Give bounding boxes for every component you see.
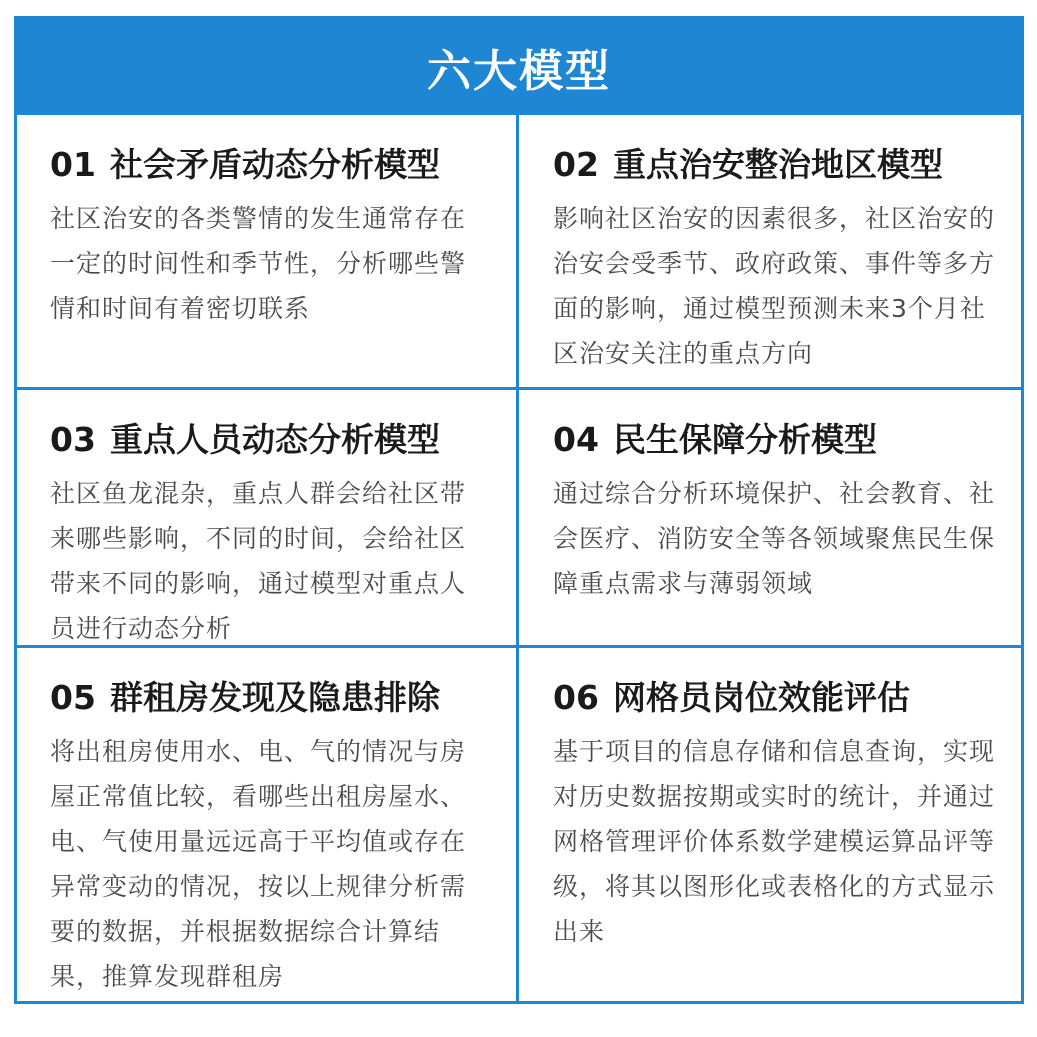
panel-header (17, 19, 1021, 115)
model-number: 06 (553, 678, 599, 717)
model-card-03 (17, 390, 519, 648)
model-title: 群租房发现及隐患排除 (109, 678, 440, 717)
models-grid (17, 115, 1021, 1001)
model-description: 影响社区治安的因素很多，社区治安的治安会受季节、政府政策、事件等多方面的影响，通过模型预测未来3个月社区治安关注的重点方向 (553, 204, 996, 368)
model-heading (553, 145, 1001, 185)
panel-title: 六大模型 (427, 46, 611, 97)
model-heading (50, 678, 490, 718)
model-card-04 (519, 390, 1021, 648)
model-title: 社会矛盾动态分析模型 (109, 145, 440, 184)
model-number: 01 (50, 145, 96, 184)
model-title: 重点治安整治地区模型 (612, 145, 943, 184)
model-card-05 (17, 648, 519, 1001)
model-description: 社区治安的各类警情的发生通常存在一定的时间性和季节性，分析哪些警情和时间有着密切联系 (50, 204, 467, 323)
model-card-02 (519, 115, 1021, 390)
model-description: 通过综合分析环境保护、社会教育、社会医疗、消防安全等各领域聚焦民生保障重点需求与薄弱领域 (553, 479, 996, 598)
model-description: 将出租房使用水、电、气的情况与房屋正常值比较，看哪些出租房屋水、电、气使用量远远高于平均值或存在异常变动的情况，按以上规律分析需要的数据，并根据数据综合计算结果，推算发现群租房 (50, 737, 467, 991)
model-description: 基于项目的信息存储和信息查询，实现对历史数据按期或实时的统计，并通过网格管理评价体系数学建模运算品评等级，将其以图形化或表格化的方式显示出来 (553, 737, 996, 946)
model-number: 05 (50, 678, 96, 717)
model-title: 民生保障分析模型 (612, 420, 877, 459)
model-card-01 (17, 115, 519, 390)
model-description: 社区鱼龙混杂，重点人群会给社区带来哪些影响，不同的时间，会给社区带来不同的影响，通过模型对重点人员进行动态分析 (50, 479, 467, 643)
model-number: 02 (553, 145, 599, 184)
model-heading (553, 678, 1001, 718)
model-number: 03 (50, 420, 96, 459)
models-panel (14, 16, 1024, 1004)
model-heading (553, 420, 1001, 460)
model-heading (50, 420, 490, 460)
model-title: 网格员岗位效能评估 (612, 678, 910, 717)
model-number: 04 (553, 420, 599, 459)
model-heading (50, 145, 490, 185)
model-card-06 (519, 648, 1021, 1001)
model-title: 重点人员动态分析模型 (109, 420, 440, 459)
